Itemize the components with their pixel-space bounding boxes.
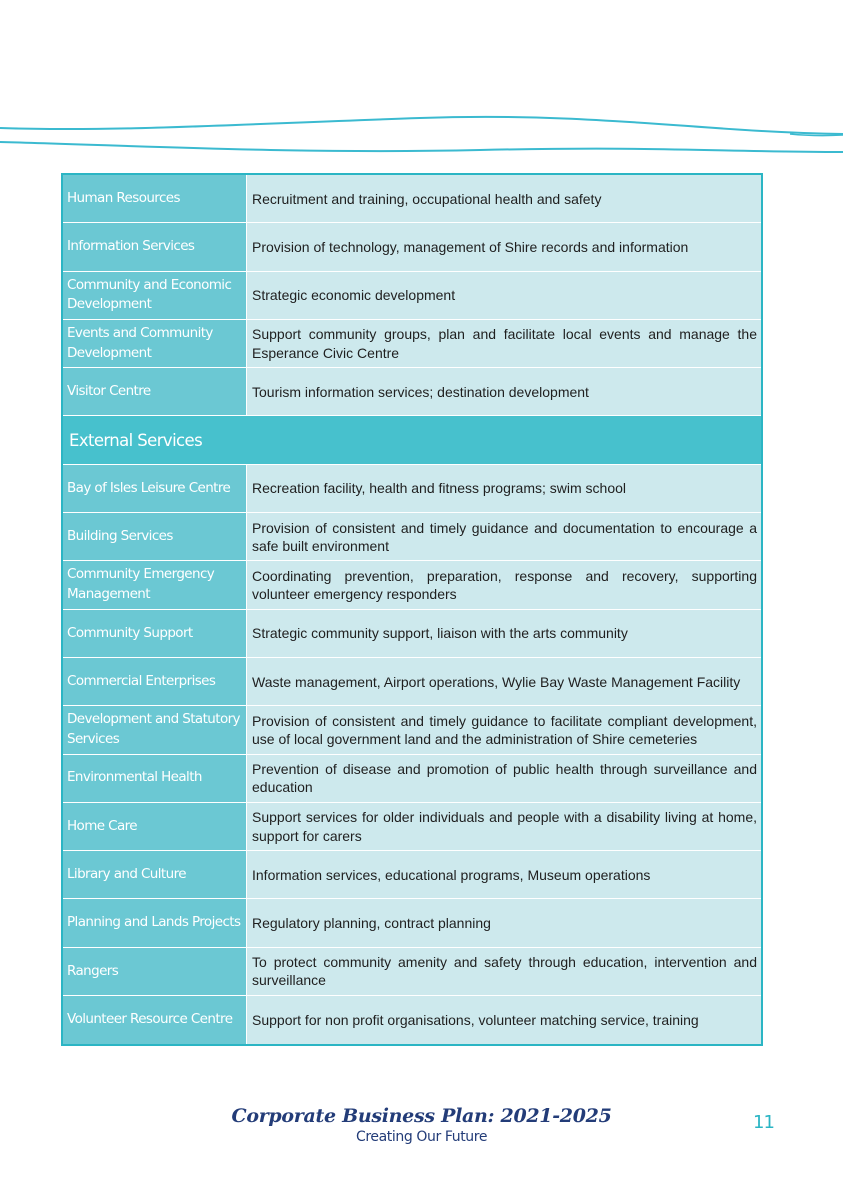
service-name: Human Resources — [63, 175, 247, 222]
table-row — [63, 320, 761, 368]
document-subtitle: Creating Our Future — [355, 1129, 488, 1145]
service-description: Provision of consistent and timely guidance to facilitate compliant development, use of local government land and the administration of Shire cemeteries — [247, 706, 761, 753]
service-description: Support community groups, plan and facilitate local events and manage the Esperance Civic Centre — [247, 320, 761, 367]
table-row — [63, 706, 761, 754]
service-name: Bay of Isles Leisure Centre — [63, 465, 247, 512]
table-row — [63, 803, 761, 851]
service-description: Provision of consistent and timely guidance and documentation to encourage a safe built environment — [247, 513, 761, 560]
service-description: To protect community amenity and safety through education, intervention and surveillance — [247, 948, 761, 995]
decorative-wave-icon — [0, 110, 843, 170]
service-description: Support services for older individuals and people with a disability living at home, support for carers — [247, 803, 761, 850]
page-number: 11 — [753, 1112, 774, 1133]
service-description: Prevention of disease and promotion of public health through surveillance and education — [247, 755, 761, 802]
table-row — [63, 561, 761, 609]
service-name: Building Services — [63, 513, 247, 560]
table-row — [63, 948, 761, 996]
service-name: Visitor Centre — [63, 368, 247, 415]
table-row — [63, 658, 761, 706]
table-row — [63, 899, 761, 947]
table-row — [63, 755, 761, 803]
service-name: Events and Community Development — [63, 320, 247, 367]
service-name: Environmental Health — [63, 755, 247, 802]
service-description: Recruitment and training, occupational health and safety — [247, 175, 761, 222]
section-heading: External Services — [63, 416, 761, 464]
service-name: Rangers — [63, 948, 247, 995]
table-row — [63, 223, 761, 271]
service-name: Community and Economic Development — [63, 272, 247, 319]
service-name: Planning and Lands Projects — [63, 899, 247, 946]
table-row — [63, 513, 761, 561]
table-row — [63, 465, 761, 513]
service-description: Provision of technology, management of Shire records and information — [247, 223, 761, 270]
service-name: Information Services — [63, 223, 247, 270]
services-table — [61, 173, 763, 1046]
service-description: Information services, educational programs, Museum operations — [247, 851, 761, 898]
service-description: Coordinating prevention, preparation, response and recovery, supporting volunteer emergency responders — [247, 561, 761, 608]
service-name: Volunteer Resource Centre — [63, 996, 247, 1044]
service-name: Community Emergency Management — [63, 561, 247, 608]
table-row — [63, 272, 761, 320]
document-title: Corporate Business Plan: 2021-2025 — [231, 1105, 612, 1127]
service-description: Strategic economic development — [247, 272, 761, 319]
service-name: Community Support — [63, 610, 247, 657]
table-row — [63, 175, 761, 223]
service-description: Support for non profit organisations, volunteer matching service, training — [247, 996, 761, 1044]
service-name: Library and Culture — [63, 851, 247, 898]
service-name: Commercial Enterprises — [63, 658, 247, 705]
table-row — [63, 996, 761, 1044]
service-description: Regulatory planning, contract planning — [247, 899, 761, 946]
service-description: Waste management, Airport operations, Wylie Bay Waste Management Facility — [247, 658, 761, 705]
table-row — [63, 851, 761, 899]
table-row — [63, 368, 761, 416]
service-description: Tourism information services; destination development — [247, 368, 761, 415]
page-footer — [0, 1105, 843, 1145]
service-description: Strategic community support, liaison with the arts community — [247, 610, 761, 657]
service-description: Recreation facility, health and fitness programs; swim school — [247, 465, 761, 512]
table-row — [63, 610, 761, 658]
service-name: Development and Statutory Services — [63, 706, 247, 753]
service-name: Home Care — [63, 803, 247, 850]
